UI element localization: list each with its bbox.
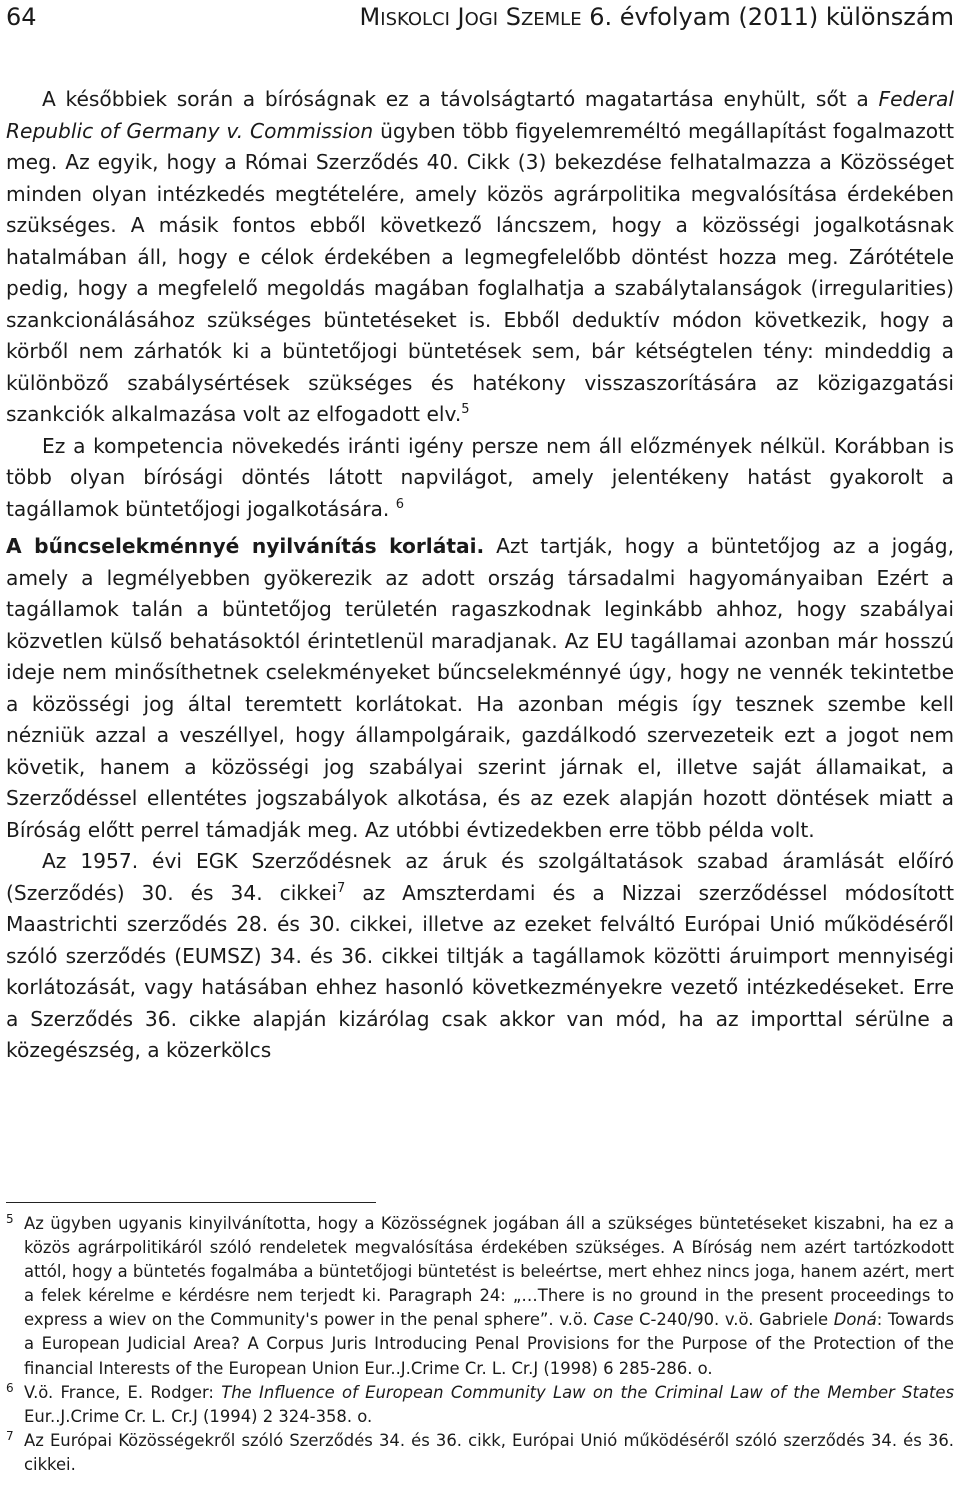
text-run: C-240/90. v.ö. Gabriele xyxy=(633,1310,834,1330)
case-name: Federal Republic of Germany v. Commission xyxy=(6,87,954,143)
running-header xyxy=(6,0,954,36)
text-run: Doná xyxy=(833,1310,877,1330)
journal-title xyxy=(360,0,954,37)
footnote-ref-7[interactable]: 7 xyxy=(337,880,346,896)
text-run: V.ö. France, E. Rodger: xyxy=(24,1382,222,1402)
text-run: Case xyxy=(593,1310,634,1330)
text-run: Azt tartják, hogy a büntetőjog az a jogág, amely a legmélyebben gyökerezik az adott ország társadalmi hagyományaiban Ezért a tagállamok talán a büntetőjog területén ragaszkodnak leginkább ahhoz, hogy szabályai közvetlen külső behatásoktól érintetlenül maradjanak. Az EU tagállamai azonban már hosszú ideje nem minősíthetnek cselekményeket bűncselekménnyé úgy, hogy ne vennék tekintetbe a közösségi jog által teremtett korlátokat. Ha azonban mégis így tesznek szembe kell nézniük azzal a veszéllyel, hogy állampolgáraik, gazdálkodó szervezeteik ezt a jogot nem követik, hanem a közösségi jog szabályai szerint járnak el, illetve saját államaikat, a Szerződéssel ellentétes jogszabályok alkotása, és az ezek alapján hozott döntések miatt a Bíróság előtt perrel támadják meg. Az utóbbi évtizedekben erre több példa volt. xyxy=(6,534,954,842)
text-run: ügyben több figyelemreméltó megállapítást fogalmazott meg. Az egyik, hogy a Római Szerződés 40. Cikk (3) bekezdése felhatalmazza a Közösséget minden olyan intézkedés megtételére, amely közös agrárpolitika megvalósítása érdekében szükséges. A másik fontos ebből következő láncszem, hogy a közösségi jogalkotásnak hatalmában áll, hogy e célok érdekében a legmegfelelőbb döntést hozza meg. Zárótétele pedig, hogy a megfelelő megoldás magában foglalhatja a szabálytalanságok (irregularities) szankcionálásához szükséges büntetéseket is. Ebből deduktív módon következik, hogy a körből nem zárhatók ki a büntetőjogi büntetések sem, bár kétségtelen tény: mindeddig a különböző szabálysértések szükséges és hatékony visszaszorítására az közigazgatási szankciók alkalmazása volt az elfogadott elv. xyxy=(6,118,954,426)
text-run: Az Európai Közösségekről szóló Szerződés 34. és 36. cikk, Európai Unió működéséről szóló szerződés 34. és 36. cikkei. xyxy=(24,1430,954,1474)
footnote-marker: 5 xyxy=(6,1212,14,1226)
paragraph xyxy=(6,531,954,846)
footnote-7 xyxy=(6,1429,954,1477)
text-run: Az 1957. évi EGK Szerződésnek az áruk és szolgáltatások szabad áramlását előíró (Szerződés) 30. és 34. cikkei xyxy=(6,849,954,905)
footnotes xyxy=(6,1212,954,1477)
text-run: A későbbiek során a bíróságnak ez a távolságtartó magatartása enyhült, sőt a xyxy=(42,87,879,111)
text-run: az Amszterdami és a Nizzai szerződéssel módosított Maastrichti szerződés 28. és 30. cikkei, illetve az ezeket felváltó Európai Unió működéséről szóló szerződés (EUMSZ) 34. és 36. cikkei tiltják a tagállamok közötti áruimport mennyiségi korlátozását, vagy hatásában ehhez hasonló következményekre vezető intézkedéseket. Erre a Szerződés 36. cikke alapján kizárólag csak akkor van mód, ha az importtal sérülne a közegészség, a közerkölcs xyxy=(6,880,955,1062)
paragraph xyxy=(6,84,954,431)
text-run: Az ügyben ugyanis kinyilvánította, hogy a Közösségnek jogában áll a szükséges büntetéseket kiszabni, ha ez a közös agrárpolitikáról szóló rendeletek megvalósítása érdekében szükséges. A Bíróság nem azért tartózkodott attól, hogy a büntetés fogalmába a büntetőjogi büntetést is beleértse, mert ehhez nincs joga, hanem azért, mert a felek kérelme e kérdésre nem terjedt ki. Paragraph 24: „…There is no ground in the present proceedings to express a wiev on the Community's power in the penal sphere”. v.ö. xyxy=(24,1214,954,1330)
text-run: The Influence of European Community Law on the Criminal Law of the Member States xyxy=(221,1382,955,1402)
journal-title-part: ISKOLCI xyxy=(380,9,450,30)
paragraph xyxy=(6,846,954,1067)
footnote-5 xyxy=(6,1212,954,1381)
paragraph xyxy=(6,431,954,526)
journal-title-part: ZEMLE xyxy=(520,9,582,30)
footnote-marker: 7 xyxy=(6,1428,14,1443)
footnote-marker: 6 xyxy=(6,1380,14,1395)
journal-title-part: M xyxy=(359,3,381,31)
text-run: : Towards a European Judicial Area? A Corpus Juris Introducing Penal Provisions for the Purpose of the Protection of the financial Interests of the European Union Eur..J.Crime Cr. L. Cr.J (1998) 6 285-286. o. xyxy=(24,1310,954,1378)
page-number: 64 xyxy=(6,3,37,31)
text-run: Eur..J.Crime Cr. L. Cr.J (1994) 2 324-358. o. xyxy=(24,1406,373,1426)
journal-title-part: S xyxy=(505,3,521,31)
journal-title-part: OGI xyxy=(464,9,499,30)
journal-title-part: J xyxy=(457,3,465,31)
journal-issue: 6. évfolyam (2011) különszám xyxy=(589,3,954,31)
section-heading: A bűncselekménnyé nyilvánítás korlátai. xyxy=(6,534,485,558)
text-run: Ez a kompetencia növekedés iránti igény persze nem áll előzmények nélkül. Korábban is több olyan bírósági döntés látott napvilágot, amely jelentékeny hatást gyakorolt a tagállamok büntetőjogi jogalkotására. xyxy=(6,433,954,521)
footnote-separator xyxy=(6,1202,376,1203)
footnote-ref-5[interactable]: 5 xyxy=(461,402,470,417)
footnote-6 xyxy=(6,1381,954,1429)
body-text xyxy=(6,84,954,1067)
footnote-ref-6[interactable]: 6 xyxy=(395,496,405,512)
